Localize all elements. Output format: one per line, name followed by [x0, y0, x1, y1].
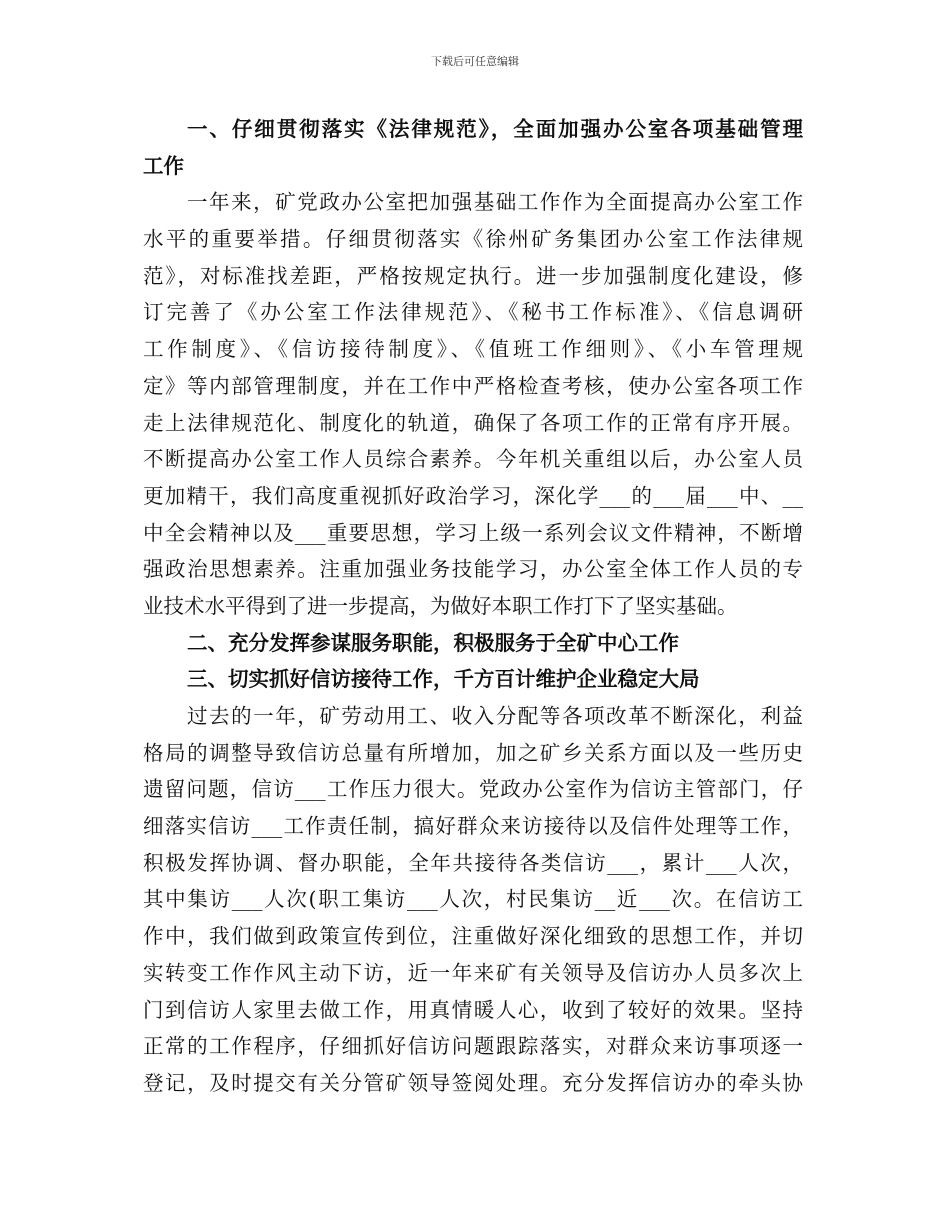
section-heading-line: 三、切实抓好信访接待工作，千方百计维护企业稳定大局: [187, 667, 700, 692]
document-body: [143, 111, 803, 1102]
paragraph-line: 格局的调整导致信访总量有所增加，加之矿乡关系方面以及一些历史: [143, 740, 803, 765]
paragraph-line: 业技术水平得到了进一步提高，为做好本职工作打下了坚实基础。: [143, 593, 738, 618]
paragraph-line: 中全会精神以及___重要思想，学习上级一系列会议文件精神，不断增: [143, 520, 803, 545]
paragraph-line: 过去的一年，矿劳动用工、收入分配等各项改革不断深化，利益: [187, 704, 803, 728]
paragraph-line: 登记，及时提交有关分管矿领导签阅处理。充分发挥信访办的牵头协: [143, 1070, 803, 1095]
paragraph-line: 范》，对标准找差距，严格按规定执行。进一步加强制度化建设，修: [143, 263, 803, 288]
paragraph-line: 定》等内部管理制度，并在工作中严格检查考核，使办公室各项工作: [143, 373, 803, 398]
section-heading-line: 工作: [143, 153, 184, 178]
paragraph-line: 水平的重要举措。仔细贯彻落实《徐州矿务集团办公室工作法律规: [143, 227, 803, 252]
page-header: 下载后可任意编辑: [431, 55, 519, 68]
paragraph-line: 一年来，矿党政办公室把加强基础工作作为全面提高办公室工作: [187, 190, 803, 215]
paragraph-line: 积极发挥协调、督办职能，全年共接待各类信访___，累计___人次，: [143, 850, 803, 875]
section-heading-line: 一、仔细贯彻落实《法律规范》，全面加强办公室各项基础管理: [187, 117, 803, 141]
paragraph-line: 更加精干，我们高度重视抓好政治学习，深化学___的___届___中、__: [143, 483, 803, 508]
paragraph-line: 走上法律规范化、制度化的轨道，确保了各项工作的正常有序开展。: [143, 410, 803, 435]
paragraph-line: 订完善了《办公室工作法律规范》、《秘书工作标准》、《信息调研: [143, 300, 803, 325]
paragraph-line: 遗留问题，信访___工作压力很大。党政办公室作为信访主管部门，仔: [143, 777, 803, 802]
paragraph-line: 不断提高办公室工作人员综合素养。今年机关重组以后，办公室人员: [143, 447, 803, 472]
paragraph-line: 作中，我们做到政策宣传到位，注重做好深化细致的思想工作，并切: [143, 924, 803, 949]
paragraph-line: 细落实信访___工作责任制，搞好群众来访接待以及信件处理等工作，: [143, 814, 803, 839]
section-heading-line: 二、充分发挥参谋服务职能，积极服务于全矿中心工作: [187, 630, 679, 655]
paragraph-line: 门到信访人家里去做工作，用真情暖人心，收到了较好的效果。坚持: [143, 997, 803, 1022]
paragraph-line: 实转变工作作风主动下访，近一年来矿有关领导及信访办人员多次上: [143, 960, 803, 985]
paragraph-line: 强政治思想素养。注重加强业务技能学习，办公室全体工作人员的专: [143, 557, 803, 582]
paragraph-line: 工作制度》、《信访接待制度》、《值班工作细则》、《小车管理规: [143, 337, 803, 362]
paragraph-line: 其中集访___人次(职工集访___人次，村民集访__近___次。在信访工: [143, 887, 803, 912]
paragraph-line: 正常的工作程序，仔细抓好信访问题跟踪落实，对群众来访事项逐一: [143, 1034, 803, 1059]
